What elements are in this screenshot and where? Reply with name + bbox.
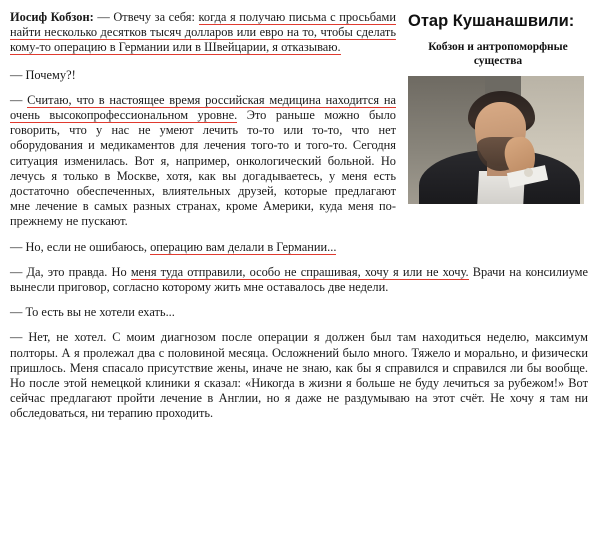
highlighted-text: когда я получаю письма с просьбами найти несколько десятков тысяч долларов или евро на то, чтобы сделать кому-то операцию в Германии или в Швейцарии, я отказываю. xyxy=(10,10,396,55)
paragraph-text: Врачи на консилиуме вынесли приговор, согласно которому жить мне оставалось две недели. xyxy=(10,264,588,295)
highlighted-text: меня туда отправили, особо не спрашивая, хочу я или не хочу. xyxy=(130,264,469,279)
highlighted-text: Считаю, что в настоящее время российская медицина находится на очень высокопрофессиональном уровне. xyxy=(10,92,396,123)
paragraph-6 xyxy=(10,305,588,320)
paragraph-text: — xyxy=(10,92,28,107)
paragraph-text: — То есть вы не хотели ехать... xyxy=(10,305,175,320)
portrait-photo xyxy=(408,76,584,204)
paragraph-4 xyxy=(10,240,588,255)
paragraph-text: — Но, если не ошибаюсь, xyxy=(10,239,151,254)
paragraph-text: — Отвечу за себя: xyxy=(93,10,199,24)
speaker-name: Иосиф Кобзон: xyxy=(10,10,94,24)
panel-subtitle: Кобзон и антропоморфные существа xyxy=(428,41,568,67)
paragraph-text: — Нет, не хотел. С моим диагнозом после операции я должен был там находиться неделю, максимум полторы. А я пролежал два с половиной месяца. Осложнений было много. Тяжело и морально, и физически пришлось. Меня спасало присутствие жены, иначе не знаю, как бы я справился и справился ли бы вообще. Но после этой немецкой клиники я сказал: «Никогда в жизни я больше не буду лечиться за рубежом!» Вот сейчас предлагают пройти лечение в Англии, но я даже не раздумываю на этот счёт. Не хочу я там ни обследоваться, ни терапию проходить. xyxy=(10,330,588,421)
paragraph-text: Это раньше можно было говорить, что у нас не умеют лечить то-то или то-то, что нет оборудования и медикаментов для лечения того-то и того-то. Сегодня ситуация изменилась. Вот я, например, онкологический больной. Но лечусь я только в Москве, хотя, как вы догадываетесь, у меня есть достаточно обеспеченных, влиятельных друзей, которые предлагают мне лечение в самых разных странах, кроме Америки, куда меня по-прежнему не пускают. xyxy=(10,108,396,229)
side-panel xyxy=(408,12,588,204)
paragraph-7 xyxy=(10,330,588,421)
panel-title: Отар Кушанашвили: xyxy=(408,12,575,30)
highlighted-text: операцию вам делали в Германии... xyxy=(150,239,337,254)
paragraph-5 xyxy=(10,265,588,295)
paragraph-text: — Почему?! xyxy=(10,67,76,82)
paragraph-text: — Да, это правда. Но xyxy=(10,264,131,279)
